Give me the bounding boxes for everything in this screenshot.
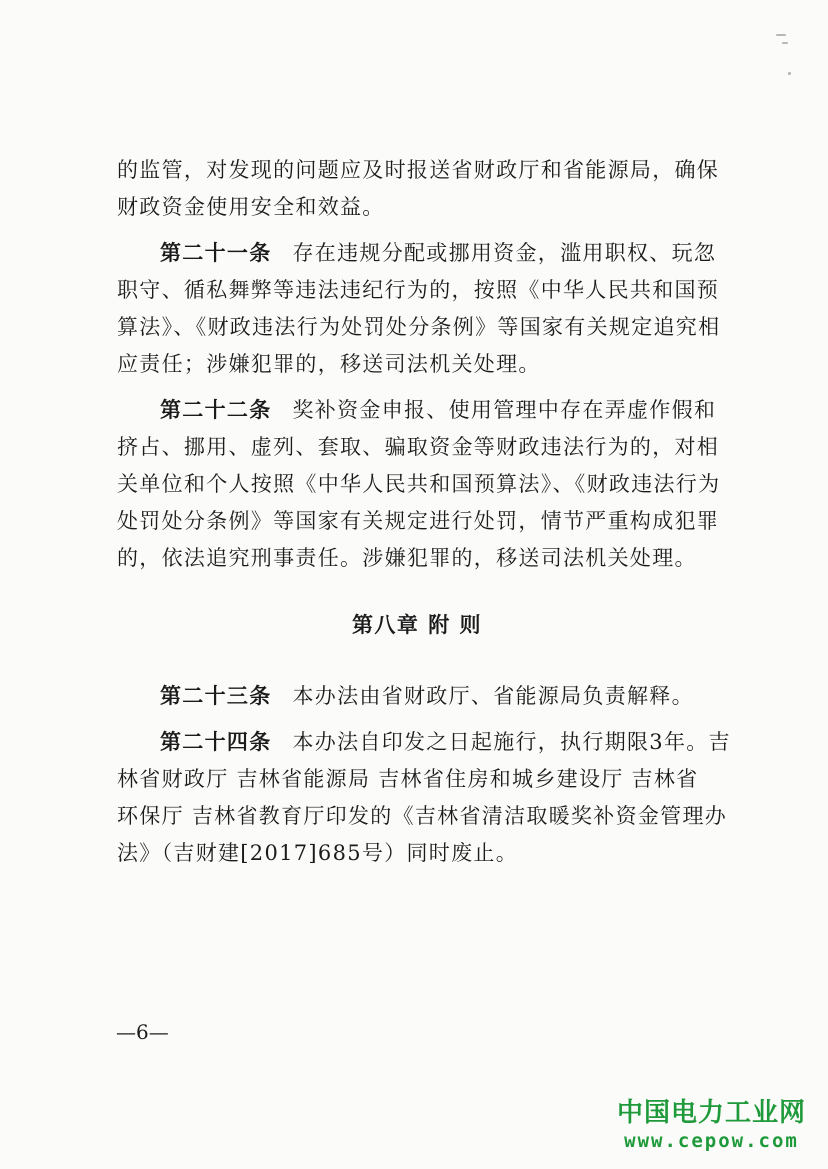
article-24-text: 本办法自印发之日起施行，执行期限3年。吉 — [292, 730, 731, 754]
article-21-first-line — [117, 235, 717, 272]
site-watermark — [617, 1097, 806, 1153]
body-line: 处罚处分条例》等国家有关规定进行处罚，情节严重构成犯罪 — [117, 509, 720, 533]
body-line: 法》（吉财建[2017]685号）同时废止。 — [117, 841, 519, 865]
body-line: 算法》、《财政违法行为处罚处分条例》等国家有关规定追究相 — [117, 315, 721, 339]
scan-artifact — [768, 28, 798, 78]
article-22-heading: 第二十二条 — [160, 398, 272, 422]
body-line: 的监管，对发现的问题应及时报送省财政厅和省能源局，确保 — [117, 158, 720, 182]
document-body — [117, 152, 731, 872]
body-line: 挤占、挪用、虚列、套取、骗取资金等财政违法行为的，对相 — [117, 435, 720, 459]
article-24-first-line — [117, 724, 731, 761]
body-line: 环保厅 吉林省教育厅印发的《吉林省清洁取暖奖补资金管理办 — [117, 804, 728, 828]
article-23-line — [117, 678, 717, 715]
page-number: —6— — [116, 1020, 169, 1044]
body-line: 应责任；涉嫌犯罪的，移送司法机关处理。 — [117, 352, 541, 376]
body-line: 关单位和个人按照《中华人民共和国预算法》、《财政违法行为 — [117, 472, 721, 496]
body-line: 财政资金使用安全和效益。 — [117, 195, 385, 219]
article-23-text: 本办法由省财政厅、省能源局负责解释。 — [292, 684, 694, 708]
article-23-heading: 第二十三条 — [160, 684, 272, 708]
article-24-heading: 第二十四条 — [160, 730, 272, 754]
watermark-title: 中国电力工业网 — [616, 1098, 806, 1128]
body-line: 的，依法追究刑事责任。涉嫌犯罪的，移送司法机关处理。 — [117, 546, 697, 570]
article-21-text: 存在违规分配或挪用资金，滥用职权、玩忽 — [292, 241, 717, 265]
body-line: 职守、循私舞弊等违法违纪行为的，按照《中华人民共和国预 — [117, 278, 720, 302]
body-line: 林省财政厅 吉林省能源局 吉林省住房和城乡建设厅 吉林省 — [117, 767, 699, 791]
article-22-text: 奖补资金申报、使用管理中存在弄虚作假和 — [292, 398, 717, 422]
article-22-first-line — [117, 392, 717, 429]
article-21-heading: 第二十一条 — [160, 241, 272, 265]
chapter-title: 第八章 附 则 — [351, 613, 483, 637]
watermark-url: www.cepow.com — [624, 1130, 799, 1152]
